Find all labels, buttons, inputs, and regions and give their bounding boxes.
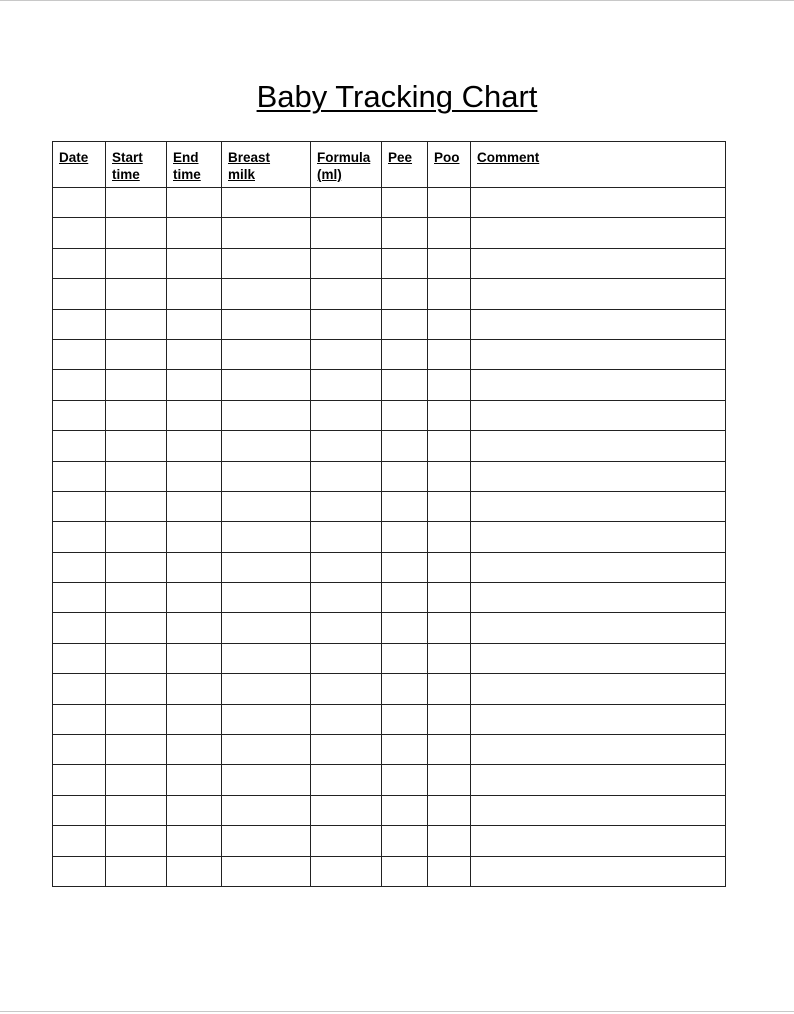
cell-start-time — [106, 218, 167, 248]
column-header-formula: Formula (ml) — [311, 142, 382, 188]
table-row — [53, 522, 726, 552]
table-row — [53, 461, 726, 491]
cell-formula — [311, 826, 382, 856]
cell-formula — [311, 188, 382, 218]
cell-date — [53, 583, 106, 613]
cell-start-time — [106, 188, 167, 218]
cell-poo — [428, 613, 471, 643]
table-row — [53, 279, 726, 309]
cell-poo — [428, 765, 471, 795]
cell-breast-milk — [222, 370, 311, 400]
page-bottom-edge — [0, 1011, 794, 1012]
cell-comment — [471, 826, 726, 856]
cell-date — [53, 674, 106, 704]
table-row — [53, 735, 726, 765]
column-header-poo: Poo — [428, 142, 471, 188]
cell-end-time — [167, 218, 222, 248]
cell-pee — [382, 735, 428, 765]
cell-end-time — [167, 795, 222, 825]
cell-breast-milk — [222, 704, 311, 734]
cell-end-time — [167, 431, 222, 461]
cell-end-time — [167, 461, 222, 491]
cell-date — [53, 613, 106, 643]
cell-breast-milk — [222, 279, 311, 309]
cell-start-time — [106, 765, 167, 795]
cell-start-time — [106, 613, 167, 643]
cell-end-time — [167, 522, 222, 552]
cell-date — [53, 279, 106, 309]
cell-formula — [311, 613, 382, 643]
cell-poo — [428, 248, 471, 278]
cell-poo — [428, 643, 471, 673]
table-row — [53, 674, 726, 704]
cell-end-time — [167, 765, 222, 795]
column-header-end-time: End time — [167, 142, 222, 188]
column-header-start-time: Start time — [106, 142, 167, 188]
cell-pee — [382, 309, 428, 339]
cell-formula — [311, 339, 382, 369]
cell-start-time — [106, 826, 167, 856]
cell-formula — [311, 704, 382, 734]
table-row — [53, 339, 726, 369]
cell-pee — [382, 674, 428, 704]
cell-formula — [311, 248, 382, 278]
cell-end-time — [167, 370, 222, 400]
cell-comment — [471, 370, 726, 400]
cell-start-time — [106, 400, 167, 430]
cell-date — [53, 795, 106, 825]
cell-pee — [382, 583, 428, 613]
cell-formula — [311, 279, 382, 309]
cell-comment — [471, 735, 726, 765]
cell-poo — [428, 218, 471, 248]
cell-breast-milk — [222, 856, 311, 886]
cell-poo — [428, 735, 471, 765]
cell-comment — [471, 795, 726, 825]
cell-end-time — [167, 552, 222, 582]
cell-formula — [311, 583, 382, 613]
cell-comment — [471, 674, 726, 704]
cell-pee — [382, 339, 428, 369]
cell-breast-milk — [222, 795, 311, 825]
cell-pee — [382, 188, 428, 218]
cell-breast-milk — [222, 309, 311, 339]
table-row — [53, 491, 726, 521]
cell-end-time — [167, 704, 222, 734]
cell-end-time — [167, 309, 222, 339]
cell-breast-milk — [222, 339, 311, 369]
cell-breast-milk — [222, 491, 311, 521]
cell-poo — [428, 370, 471, 400]
cell-formula — [311, 218, 382, 248]
table-row — [53, 826, 726, 856]
table-row — [53, 370, 726, 400]
cell-date — [53, 765, 106, 795]
cell-date — [53, 552, 106, 582]
cell-pee — [382, 431, 428, 461]
cell-formula — [311, 856, 382, 886]
cell-pee — [382, 765, 428, 795]
cell-comment — [471, 704, 726, 734]
cell-pee — [382, 279, 428, 309]
cell-comment — [471, 248, 726, 278]
cell-breast-milk — [222, 826, 311, 856]
cell-comment — [471, 491, 726, 521]
cell-formula — [311, 522, 382, 552]
cell-end-time — [167, 491, 222, 521]
tracking-table — [52, 141, 726, 887]
cell-comment — [471, 643, 726, 673]
cell-comment — [471, 765, 726, 795]
cell-end-time — [167, 248, 222, 278]
cell-formula — [311, 431, 382, 461]
cell-comment — [471, 583, 726, 613]
cell-pee — [382, 522, 428, 552]
cell-end-time — [167, 674, 222, 704]
cell-end-time — [167, 613, 222, 643]
cell-poo — [428, 674, 471, 704]
cell-breast-milk — [222, 188, 311, 218]
cell-end-time — [167, 735, 222, 765]
cell-pee — [382, 491, 428, 521]
cell-breast-milk — [222, 218, 311, 248]
cell-end-time — [167, 583, 222, 613]
cell-poo — [428, 400, 471, 430]
column-header-date: Date — [53, 142, 106, 188]
cell-breast-milk — [222, 552, 311, 582]
cell-start-time — [106, 431, 167, 461]
cell-end-time — [167, 339, 222, 369]
cell-poo — [428, 522, 471, 552]
cell-comment — [471, 218, 726, 248]
cell-end-time — [167, 643, 222, 673]
table-row — [53, 431, 726, 461]
cell-poo — [428, 583, 471, 613]
cell-date — [53, 339, 106, 369]
cell-comment — [471, 552, 726, 582]
table-row — [53, 309, 726, 339]
table-row — [53, 765, 726, 795]
cell-date — [53, 248, 106, 278]
cell-formula — [311, 765, 382, 795]
cell-pee — [382, 218, 428, 248]
cell-breast-milk — [222, 643, 311, 673]
cell-start-time — [106, 583, 167, 613]
cell-start-time — [106, 491, 167, 521]
cell-pee — [382, 400, 428, 430]
cell-formula — [311, 309, 382, 339]
cell-poo — [428, 795, 471, 825]
cell-formula — [311, 400, 382, 430]
cell-pee — [382, 552, 428, 582]
cell-poo — [428, 856, 471, 886]
cell-breast-milk — [222, 613, 311, 643]
table-row — [53, 643, 726, 673]
cell-pee — [382, 643, 428, 673]
table-row — [53, 613, 726, 643]
cell-start-time — [106, 552, 167, 582]
table-row — [53, 248, 726, 278]
cell-end-time — [167, 188, 222, 218]
cell-pee — [382, 795, 428, 825]
cell-poo — [428, 461, 471, 491]
cell-formula — [311, 795, 382, 825]
table-row — [53, 704, 726, 734]
cell-start-time — [106, 248, 167, 278]
cell-poo — [428, 431, 471, 461]
page-title-text: Baby Tracking Chart — [256, 79, 538, 114]
cell-pee — [382, 856, 428, 886]
cell-formula — [311, 552, 382, 582]
cell-comment — [471, 522, 726, 552]
header-row — [53, 142, 726, 188]
cell-breast-milk — [222, 400, 311, 430]
cell-comment — [471, 309, 726, 339]
cell-start-time — [106, 704, 167, 734]
page-top-edge — [0, 0, 794, 1]
cell-date — [53, 188, 106, 218]
cell-start-time — [106, 279, 167, 309]
cell-end-time — [167, 279, 222, 309]
cell-comment — [471, 279, 726, 309]
cell-date — [53, 643, 106, 673]
cell-comment — [471, 188, 726, 218]
cell-date — [53, 431, 106, 461]
table-row — [53, 795, 726, 825]
cell-start-time — [106, 522, 167, 552]
cell-pee — [382, 461, 428, 491]
cell-poo — [428, 491, 471, 521]
cell-date — [53, 400, 106, 430]
cell-poo — [428, 188, 471, 218]
cell-breast-milk — [222, 765, 311, 795]
cell-breast-milk — [222, 522, 311, 552]
table-row — [53, 218, 726, 248]
cell-date — [53, 370, 106, 400]
cell-comment — [471, 613, 726, 643]
table-row — [53, 552, 726, 582]
cell-pee — [382, 704, 428, 734]
cell-pee — [382, 370, 428, 400]
cell-start-time — [106, 795, 167, 825]
column-header-comment: Comment — [471, 142, 726, 188]
column-header-pee: Pee — [382, 142, 428, 188]
cell-poo — [428, 704, 471, 734]
cell-date — [53, 461, 106, 491]
cell-start-time — [106, 370, 167, 400]
cell-breast-milk — [222, 461, 311, 491]
cell-start-time — [106, 674, 167, 704]
cell-comment — [471, 339, 726, 369]
cell-formula — [311, 674, 382, 704]
cell-formula — [311, 491, 382, 521]
cell-date — [53, 735, 106, 765]
page-title — [0, 78, 794, 116]
cell-date — [53, 491, 106, 521]
cell-date — [53, 522, 106, 552]
cell-formula — [311, 370, 382, 400]
cell-poo — [428, 826, 471, 856]
cell-poo — [428, 339, 471, 369]
cell-date — [53, 856, 106, 886]
cell-comment — [471, 461, 726, 491]
cell-date — [53, 218, 106, 248]
cell-start-time — [106, 461, 167, 491]
table-row — [53, 583, 726, 613]
cell-date — [53, 704, 106, 734]
cell-pee — [382, 826, 428, 856]
cell-start-time — [106, 339, 167, 369]
cell-poo — [428, 552, 471, 582]
cell-poo — [428, 279, 471, 309]
cell-start-time — [106, 735, 167, 765]
cell-formula — [311, 735, 382, 765]
table-body — [53, 188, 726, 887]
cell-formula — [311, 461, 382, 491]
cell-date — [53, 309, 106, 339]
cell-pee — [382, 248, 428, 278]
table-row — [53, 856, 726, 886]
cell-formula — [311, 643, 382, 673]
cell-comment — [471, 400, 726, 430]
cell-end-time — [167, 826, 222, 856]
table-row — [53, 400, 726, 430]
cell-start-time — [106, 309, 167, 339]
cell-date — [53, 826, 106, 856]
table-row — [53, 188, 726, 218]
cell-end-time — [167, 400, 222, 430]
column-header-breast-milk: Breast milk — [222, 142, 311, 188]
cell-breast-milk — [222, 431, 311, 461]
cell-pee — [382, 613, 428, 643]
cell-breast-milk — [222, 583, 311, 613]
cell-breast-milk — [222, 735, 311, 765]
cell-breast-milk — [222, 674, 311, 704]
cell-start-time — [106, 856, 167, 886]
cell-comment — [471, 431, 726, 461]
cell-poo — [428, 309, 471, 339]
cell-start-time — [106, 643, 167, 673]
cell-breast-milk — [222, 248, 311, 278]
cell-end-time — [167, 856, 222, 886]
cell-comment — [471, 856, 726, 886]
